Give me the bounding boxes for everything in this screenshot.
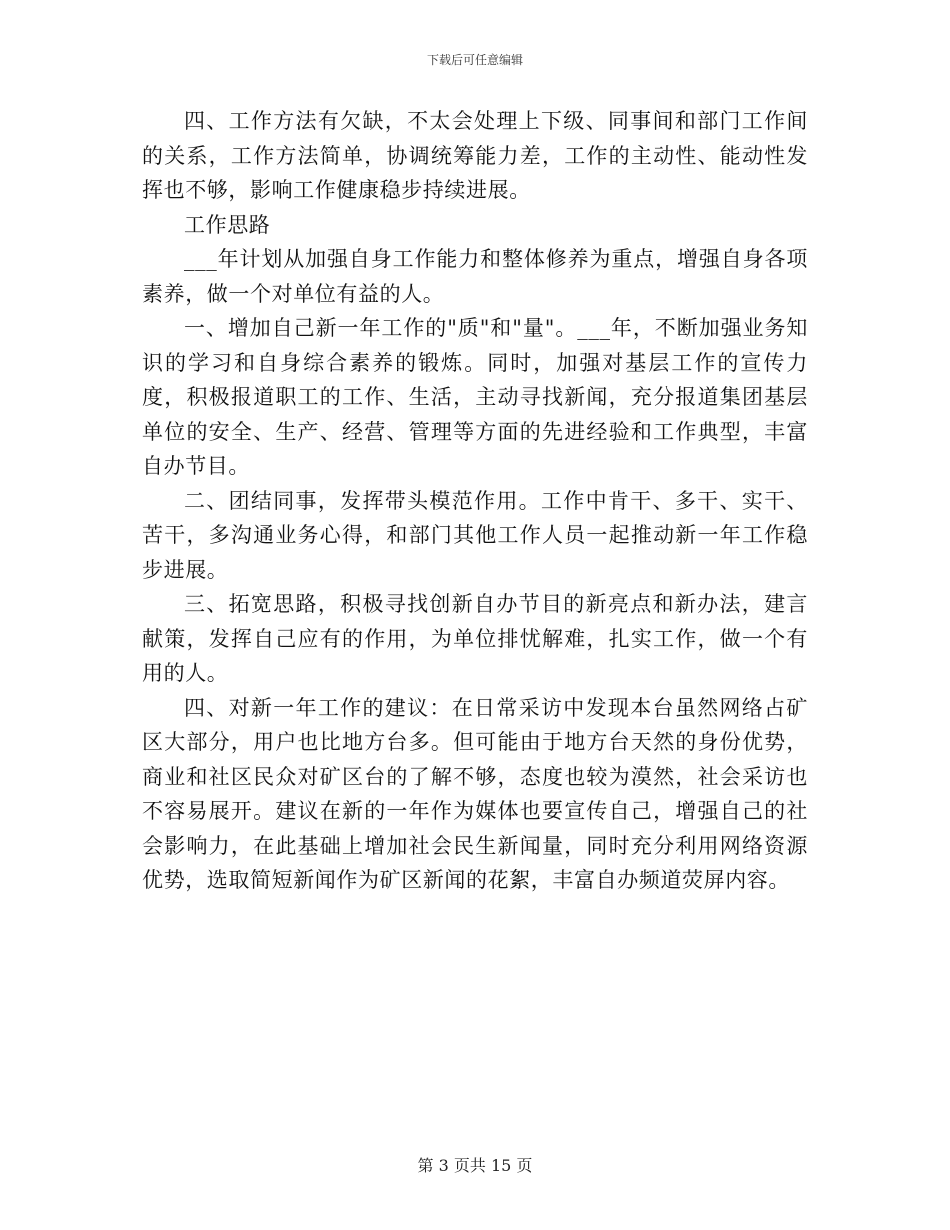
header-note: 下载后可任意编辑 — [426, 53, 523, 67]
paragraph-point-two: 二、团结同事，发挥带头模范作用。工作中肯干、多干、实干、苦干，多沟通业务心得，和部门其他工作人员一起推动新一年工作稳步进展。 — [142, 488, 808, 582]
section-heading-work-ideas: 工作思路 — [184, 212, 271, 237]
paragraph-method-shortcoming: 四、工作方法有欠缺，不太会处理上下级、同事间和部门工作间的关系，工作方法简单，协调统筹能力差，工作的主动性、能动性发挥也不够，影响工作健康稳步持续进展。 — [142, 109, 808, 202]
paragraph-point-one: 一、增加自己新一年工作的"质"和"量"。___年，不断加强业务知识的学习和自身综合素养的锻炼。同时，加强对基层工作的宣传力度，积极报道职工的工作、生活，主动寻找新闻，充分报道集团基层单位的安全、生产、经营、管理等方面的先进经验和工作典型，丰富自办节目。 — [142, 316, 808, 478]
paragraph-point-three: 三、拓宽思路，积极寻找创新自办节目的新亮点和新办法，建言献策，发挥自己应有的作用，为单位排忧解难，扎实工作，做一个有用的人。 — [142, 592, 808, 685]
document-body — [142, 104, 808, 898]
paragraph-yearly-plan: ___年计划从加强自身工作能力和整体修养为重点，增强自身各项素养，做一个对单位有益的人。 — [142, 247, 808, 306]
page-number: 第 3 页共 15 页 — [417, 1156, 533, 1175]
paragraph-point-four: 四、对新一年工作的建议：在日常采访中发现本台虽然网络占矿区大部分，用户也比地方台多。但可能由于地方台天然的身份优势，商业和社区民众对矿区台的了解不够，态度也较为漠然，社会采访也不容易展开。建议在新的一年作为媒体也要宣传自己，增强自己的社会影响力，在此基础上增加社会民生新闻量，同时充分利用网络资源优势，选取简短新闻作为矿区新闻的花絮，丰富自办频道荧屏内容。 — [142, 695, 808, 892]
